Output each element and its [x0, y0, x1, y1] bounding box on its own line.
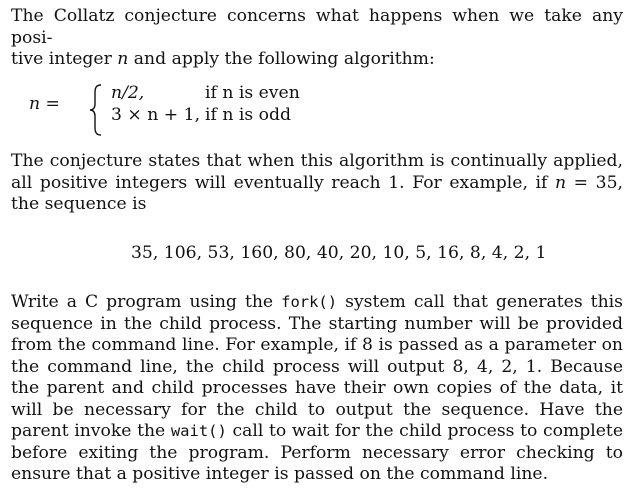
task-paragraph	[11, 292, 623, 486]
task-text-3: call to wait for the child process to complete before exiting the program. Perform necessary error checking to ensure that a positive integer is passed on the command line.	[11, 421, 623, 484]
wait-code: wait()	[170, 422, 227, 440]
task-text-2: system call that generates this sequence in the child process. The starting number will be provided from the command line. For example, if 8 is passed as a parameter on the command line, the child process will output 8, 4, 2, 1. Because the parent and child processes have their own copies of the data, it will be necessary for the child to output the sequence. Have the parent invoke the	[11, 292, 623, 441]
intro-text-2a: tive integer	[11, 49, 118, 69]
intro-paragraph	[11, 6, 623, 71]
conjecture-text	[11, 151, 623, 216]
collatz-sequence: 35, 106, 53, 160, 80, 40, 20, 10, 5, 16, 8, 4, 2, 1	[131, 243, 547, 263]
task-text	[11, 292, 623, 486]
left-brace-icon	[89, 84, 103, 136]
intro-text-1: The Collatz conjecture concerns what happens when we take any posi-	[11, 6, 623, 48]
conjecture-text-b: = 35, the sequence is	[11, 172, 623, 214]
intro-variable-n: n	[117, 49, 129, 69]
fork-code: fork()	[281, 293, 338, 311]
formula-case-odd-cond: if n is odd	[205, 105, 291, 125]
task-text-1: Write a C program using the	[11, 292, 282, 312]
conjecture-text-a: The conjecture states that when this algorithm is continually applied, all positive integers will eventually reach 1. For example, if	[11, 151, 623, 193]
intro-text-2b: and apply the following algorithm:	[128, 49, 435, 69]
formula-case-odd-expr: 3 × n + 1,	[111, 105, 201, 125]
intro-line-2	[11, 49, 623, 71]
conjecture-paragraph	[11, 151, 623, 216]
formula-case-even-expr: n/2,	[111, 83, 145, 103]
intro-line-1	[11, 6, 623, 49]
conjecture-variable-n: n	[554, 172, 567, 193]
formula-lhs: n =	[29, 94, 60, 114]
formula-case-even-cond: if n is even	[205, 83, 300, 103]
